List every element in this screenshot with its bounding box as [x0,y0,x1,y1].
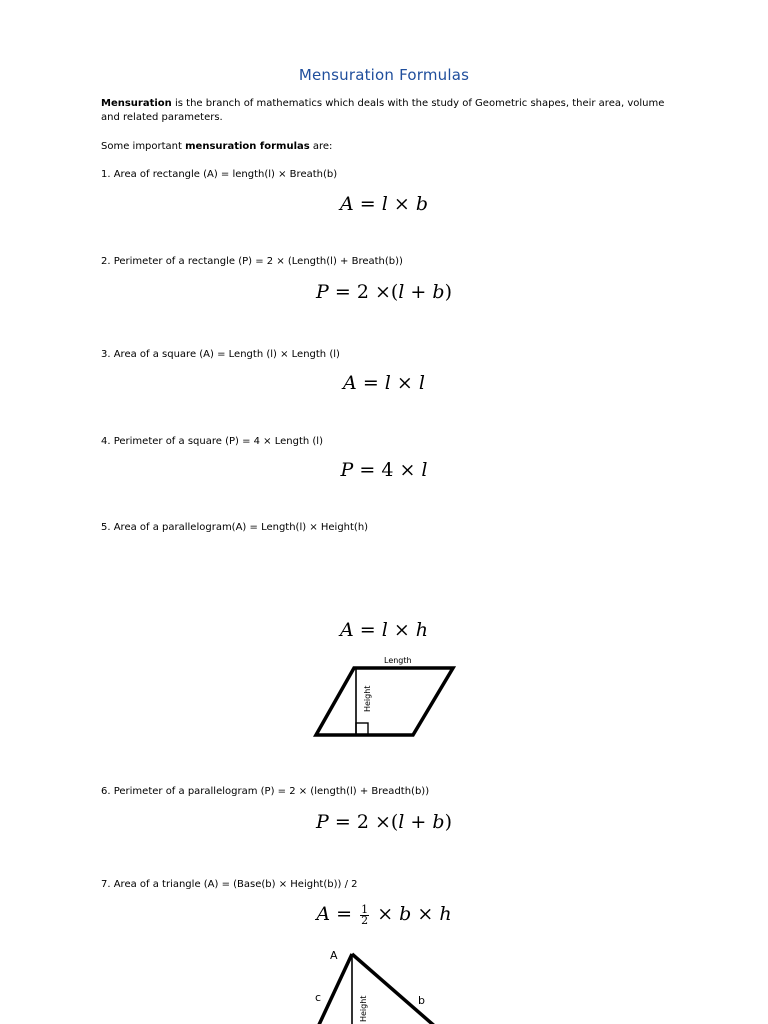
formula-6-p3: l [398,811,405,833]
formula-6-p2: ( [390,811,399,833]
triangle-side-c [317,954,352,1024]
formula-1 [0,193,768,215]
formula-6 [0,811,768,833]
formula-6-p4: + [410,811,427,833]
formula-5-p1: × [393,619,410,641]
formula-item-5-text: 5. Area of a parallelogram(A) = Length(l) × Height(h) [101,522,369,533]
formula-1-eq: = [359,193,376,215]
formula-5 [0,619,768,641]
formula-2-p6: ) [444,281,452,303]
formula-7-fraction [360,902,369,927]
formula-6-p1: × [374,811,391,833]
intro-term: Mensuration [101,98,172,109]
formula-4-p0: 4 [381,459,394,481]
parallelogram-length-label: Length [384,656,412,665]
formula-2-p5: b [432,281,445,303]
page-title: Mensuration Formulas [298,66,470,84]
formula-item-2-text: 2. Perimeter of a rectangle (P) = 2 × (Length(l) + Breath(b)) [101,256,403,267]
formula-6-p0: 2 [356,811,369,833]
formula-2-p1: × [374,281,391,303]
formula-3-p2: l [418,372,425,394]
formula-7-p0: × [377,903,394,925]
formula-7-p2: × [417,903,434,925]
formula-6-p5: b [432,811,445,833]
some-prefix: Some important [101,141,186,152]
formula-item-3-text: 3. Area of a square (A) = Length (l) × Length (l) [101,349,340,360]
formula-7-p1: b [399,903,412,925]
triangle-side-b-label: b [418,994,425,1007]
triangle-side-c-label: c [315,991,322,1004]
formula-1-p1: × [393,193,410,215]
intro-paragraph [101,97,671,125]
formula-5-eq: = [359,619,376,641]
formula-3-p0: l [384,372,391,394]
formula-3-p1: × [396,372,413,394]
formula-item-6-text: 6. Perimeter of a parallelogram (P) = 2 × (length(l) + Breadth(b)) [101,786,430,797]
formula-7-frac-den: 2 [361,913,369,927]
parallelogram-right-angle [356,723,368,735]
formula-5-p2: h [415,619,429,641]
formula-6-eq: = [334,811,351,833]
some-bold: mensuration formulas [185,141,310,152]
formula-2-lhs: P [316,281,329,303]
intro-text: is the branch of mathematics which deals with the study of Geometric shapes, their area, volume and related parameters. [101,98,665,123]
formula-7-eq: = [336,903,353,925]
formula-2-p0: 2 [356,281,369,303]
formula-2-p4: + [410,281,427,303]
triangle-vertex-a-label: A [330,949,338,962]
formula-3-lhs: A [343,372,357,394]
parallelogram-height-label: Height [363,685,372,712]
triangle-height-label: Height [359,995,368,1022]
formula-item-4-text: 4. Perimeter of a square (P) = 4 × Length (l) [101,436,323,447]
formula-7-frac-num: 1 [361,902,369,916]
some-suffix: are: [309,141,333,152]
formula-2 [0,281,768,303]
formula-5-p0: l [381,619,388,641]
formula-5-lhs: A [339,619,354,641]
formula-4-eq: = [359,459,376,481]
formula-3-eq: = [362,372,379,394]
parallelogram-diagram [300,648,470,743]
formula-2-p2: ( [390,281,399,303]
formula-1-lhs: A [339,193,354,215]
some-formulas-line [101,140,671,154]
formula-7 [0,903,768,926]
triangle-diagram [300,944,460,1024]
formula-4-lhs: P [340,459,354,481]
formula-item-1-text: 1. Area of rectangle (A) = length(l) × Breath(b) [101,169,338,180]
formula-7-p3: h [439,903,452,925]
formula-1-p0: l [381,193,388,215]
formula-6-lhs: P [316,811,329,833]
formula-2-eq: = [334,281,351,303]
formula-item-7-text: 7. Area of a triangle (A) = (Base(b) × Height(b)) / 2 [101,879,358,890]
formula-4-p2: l [421,459,428,481]
formula-6-p6: ) [444,811,452,833]
formula-1-p2: b [415,193,428,215]
parallelogram-shape [316,668,453,735]
formula-4 [0,459,768,481]
formula-3 [0,372,768,394]
formula-2-p3: l [398,281,405,303]
formula-4-p1: × [399,459,416,481]
formula-7-lhs: A [316,903,331,925]
